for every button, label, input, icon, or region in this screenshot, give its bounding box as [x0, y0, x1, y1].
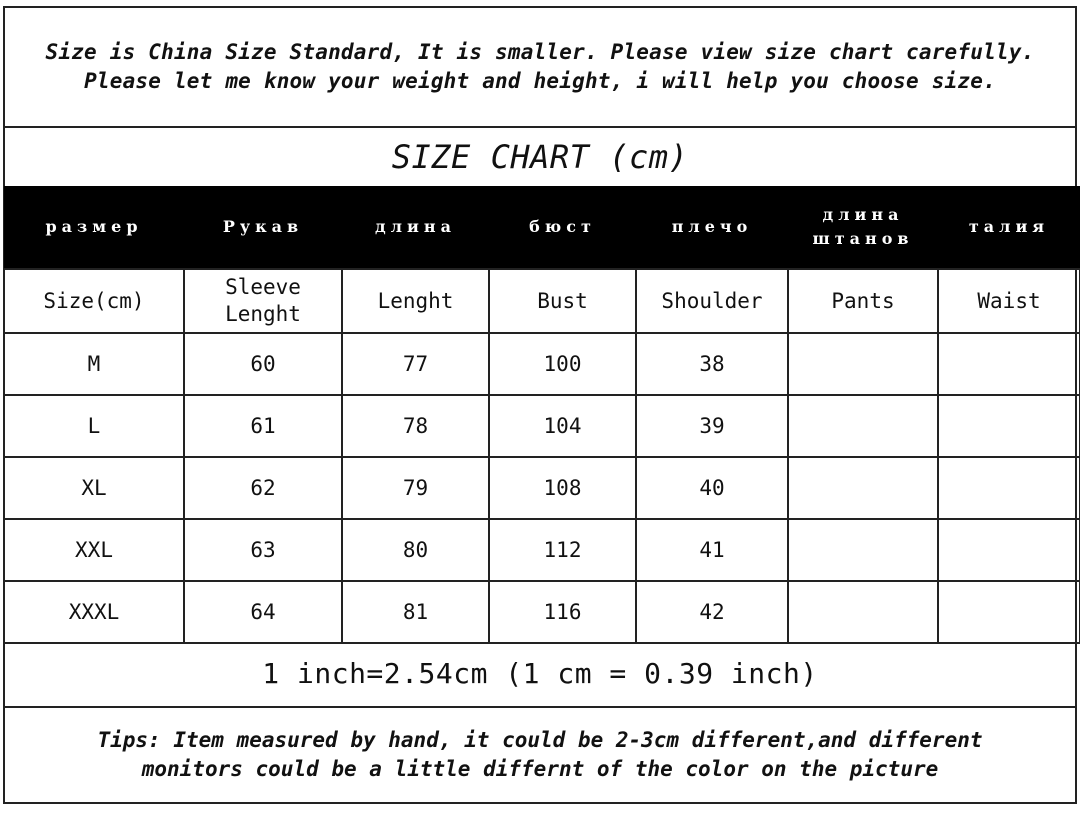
cell-length: 77 — [342, 333, 489, 395]
en-header-sleeve: Sleeve Lenght — [184, 269, 342, 333]
cell-size: XXXL — [4, 581, 184, 643]
notice-line-2: Please let me know your weight and height, i will help you choose size. — [84, 69, 996, 93]
cell-sleeve: 64 — [184, 581, 342, 643]
cell-shoulder: 39 — [636, 395, 788, 457]
cell-bust: 108 — [489, 457, 636, 519]
cell-bust: 100 — [489, 333, 636, 395]
cell-pants — [788, 333, 938, 395]
table-row-xxxl — [4, 581, 1080, 643]
cell-waist — [938, 395, 1080, 457]
cell-pants — [788, 519, 938, 581]
size-notice — [5, 8, 1075, 128]
cell-length: 79 — [342, 457, 489, 519]
english-header-row — [4, 269, 1080, 333]
cell-sleeve: 63 — [184, 519, 342, 581]
ru-header-size: размер — [4, 186, 184, 269]
cell-bust: 104 — [489, 395, 636, 457]
cell-size: L — [4, 395, 184, 457]
size-table — [3, 186, 1080, 644]
cell-bust: 116 — [489, 581, 636, 643]
cell-pants — [788, 457, 938, 519]
ru-header-pants: длина штанов — [788, 186, 938, 269]
cell-sleeve: 60 — [184, 333, 342, 395]
cell-waist — [938, 457, 1080, 519]
chart-title: SIZE CHART (cm) — [391, 138, 689, 176]
cell-shoulder: 40 — [636, 457, 788, 519]
en-header-bust: Bust — [489, 269, 636, 333]
cell-length: 81 — [342, 581, 489, 643]
ru-header-shoulder: плечо — [636, 186, 788, 269]
cell-shoulder: 41 — [636, 519, 788, 581]
table-row-l — [4, 395, 1080, 457]
table-row-xxl — [4, 519, 1080, 581]
cell-size: XXL — [4, 519, 184, 581]
cell-pants — [788, 395, 938, 457]
en-header-length: Lenght — [342, 269, 489, 333]
russian-header-row — [4, 186, 1080, 269]
cell-size: M — [4, 333, 184, 395]
cell-pants — [788, 581, 938, 643]
ru-header-sleeve: Рукав — [184, 186, 342, 269]
ru-header-bust: бюст — [489, 186, 636, 269]
tips-line-2: monitors could be a little differnt of the color on the picture — [141, 757, 939, 781]
cell-sleeve: 62 — [184, 457, 342, 519]
en-header-pants: Pants — [788, 269, 938, 333]
notice-line-1: Size is China Size Standard, It is smaller. Please view size chart carefully. — [45, 40, 1035, 64]
cell-waist — [938, 581, 1080, 643]
cell-length: 80 — [342, 519, 489, 581]
cell-sleeve: 61 — [184, 395, 342, 457]
measurement-tips — [5, 708, 1075, 802]
table-row-m — [4, 333, 1080, 395]
table-row-xl — [4, 457, 1080, 519]
cell-size: XL — [4, 457, 184, 519]
cell-waist — [938, 519, 1080, 581]
tips-line-1: Tips: Item measured by hand, it could be 2-3cm different,and different — [97, 728, 983, 752]
cell-shoulder: 38 — [636, 333, 788, 395]
cell-waist — [938, 333, 1080, 395]
ru-header-length: длина — [342, 186, 489, 269]
en-header-size: Size(cm) — [4, 269, 184, 333]
en-header-shoulder: Shoulder — [636, 269, 788, 333]
ru-header-waist: талия — [938, 186, 1080, 269]
cell-length: 78 — [342, 395, 489, 457]
cell-bust: 112 — [489, 519, 636, 581]
en-header-waist: Waist — [938, 269, 1080, 333]
cell-shoulder: 42 — [636, 581, 788, 643]
size-chart — [3, 6, 1077, 804]
unit-conversion: 1 inch=2.54cm (1 cm = 0.39 inch) — [5, 641, 1075, 708]
